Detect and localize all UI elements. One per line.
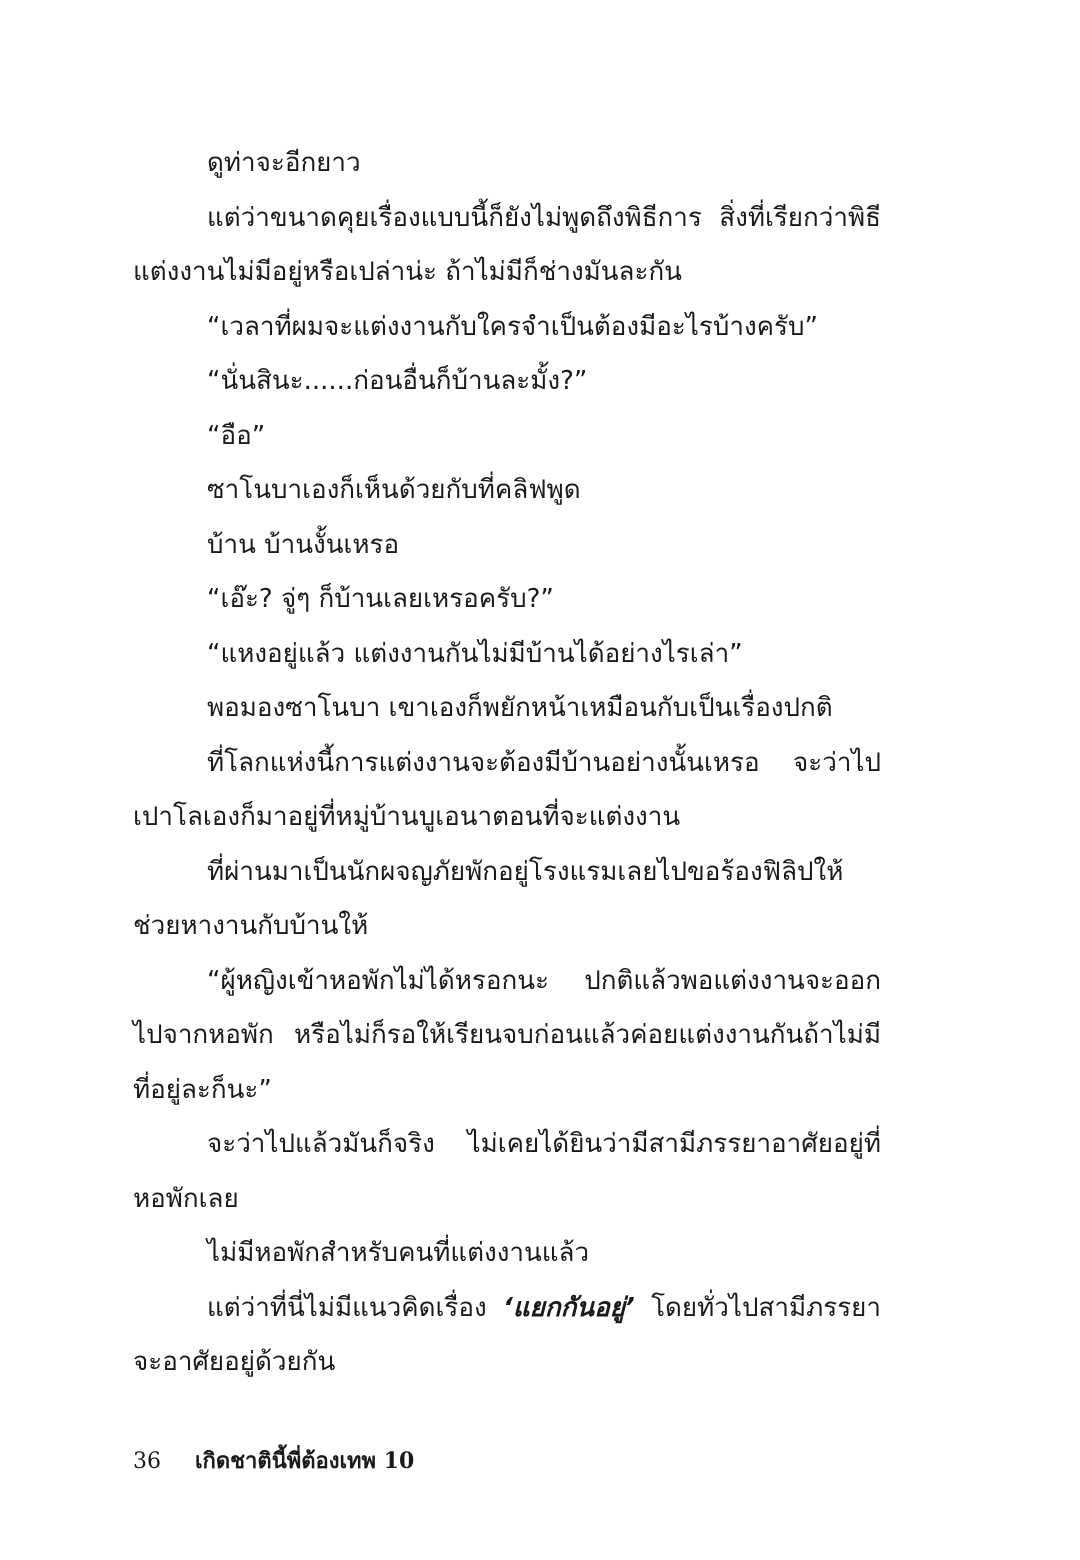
paragraph: ไม่มีหอพักสำหรับคนที่แต่งงานแล้ว [207,1238,590,1268]
paragraph: “ผู้หญิงเข้าหอพักไม่ได้หรอกนะ ปกติแล้วพอแต่งงานจะออกไปจากหอพัก หรือไม่ก็รอให้เรียนจบก่อนแล้วค่อยแต่งงานกันถ้าไม่มีที่อยู่ละก็นะ” [133,965,881,1105]
page-number: 36 [133,1449,161,1474]
paragraph-last [133,1281,881,1390]
paragraph: ซาโนบาเองก็เห็นด้วยกับที่คลิฟพูด [207,475,581,505]
paragraph-last-before: แต่ว่าที่นี่ไม่มีแนวคิดเรื่อง [207,1292,503,1323]
paragraph-last-after: โดยทั่วไปสามีภรรยาจะอาศัยอยู่ด้วยกัน [133,1292,881,1377]
emphasized-phrase: ‘แยกกันอยู่’ [502,1292,635,1323]
paragraph: “นั่นสินะ......ก่อนอื่นก็บ้านละมั้ง?” [207,366,588,396]
paragraph: “อือ” [207,420,266,451]
paragraph: พอมองซาโนบา เขาเองก็พยักหน้าเหมือนกับเป็นเรื่องปกติ [207,693,833,723]
paragraph: ดูท่าจะอีกยาว [207,148,361,178]
paragraph: จะว่าไปแล้วมันก็จริง ไม่เคยได้ยินว่ามีสามีภรรยาอาศัยอยู่ที่หอพักเลย [133,1129,881,1214]
page-footer [133,1446,414,1477]
paragraph: “แหงอยู่แล้ว แต่งงานกันไม่มีบ้านได้อย่างไรเล่า” [207,638,743,669]
paragraph: “เวลาที่ผมจะแต่งงานกับใครจำเป็นต้องมีอะไรบ้างครับ” [207,311,818,342]
paragraph: “เอ๊ะ? จู่ๆ ก็บ้านเลยเหรอครับ?” [207,584,554,614]
paragraph: ที่ผ่านมาเป็นนักผจญภัยพักอยู่โรงแรมเลยไปขอร้องฟิลิปให้ช่วยหางานกับบ้านให้ [133,856,844,941]
paragraph: แต่ว่าขนาดคุยเรื่องแบบนี้ก็ยังไม่พูดถึงพิธีการ สิ่งที่เรียกว่าพิธีแต่งงานไม่มีอยู่หรือเปล่าน่ะ ถ้าไม่มีก็ช่างมันละกัน [133,202,881,287]
body-text [133,136,881,1390]
book-title: เกิดชาตินี้พี่ต้องเทพ 10 [195,1448,415,1474]
paragraph: ที่โลกแห่งนี้การแต่งงานจะต้องมีบ้านอย่างนั้นเหรอ จะว่าไปเปาโลเองก็มาอยู่ที่หมู่บ้านบูเอนาตอนที่จะแต่งงาน [133,747,881,832]
paragraph: บ้าน บ้านงั้นเหรอ [207,529,400,560]
